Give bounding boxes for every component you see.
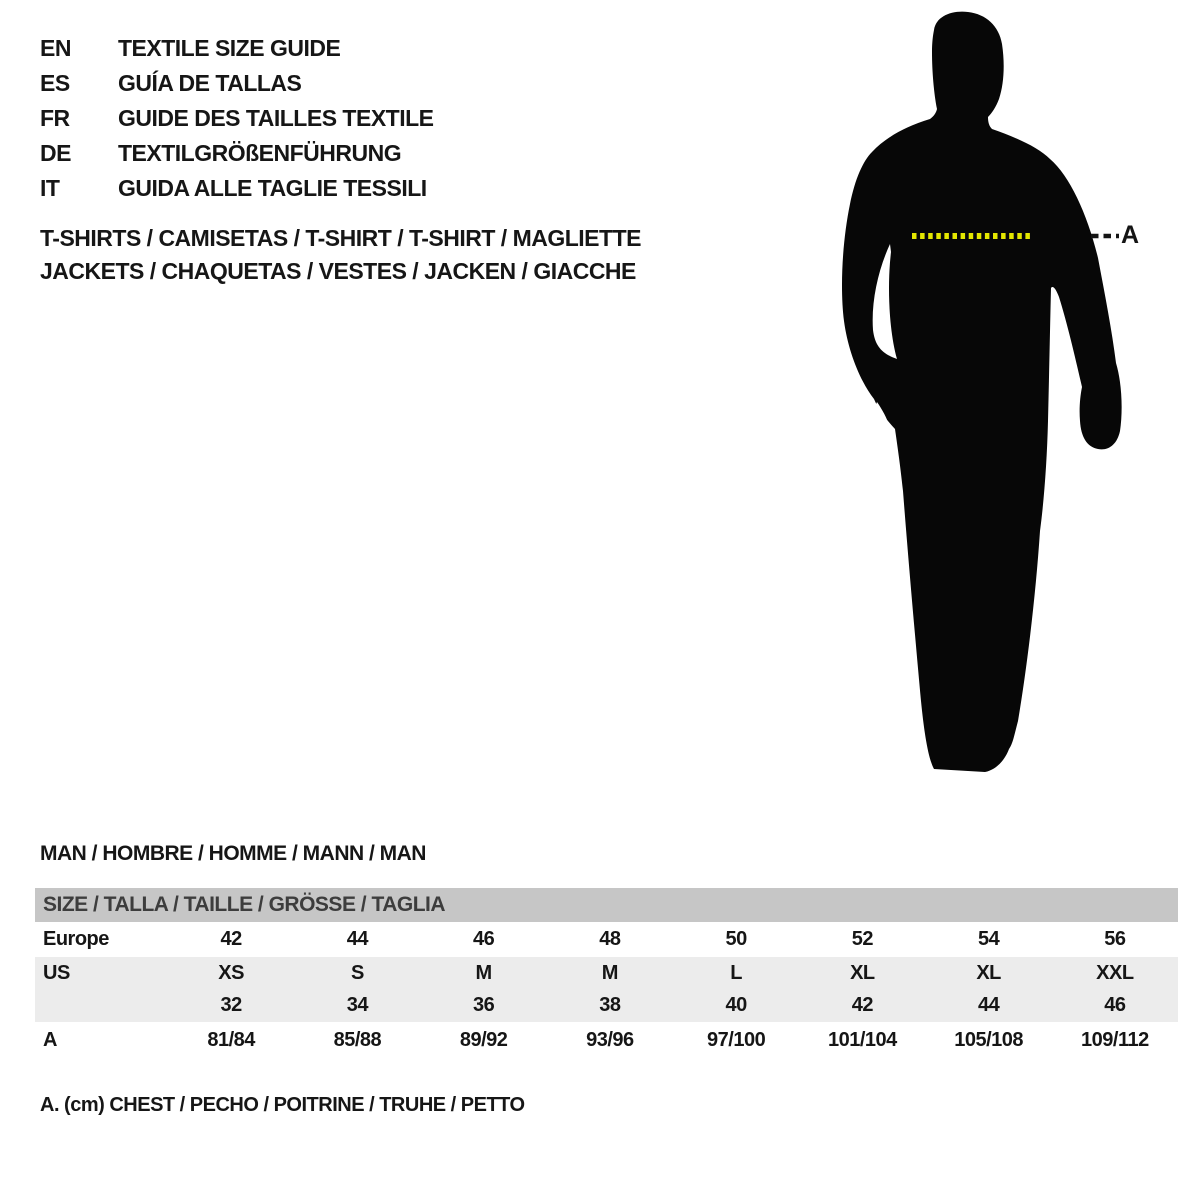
- size-cell: XL: [976, 961, 1001, 984]
- size-cell: XS: [218, 961, 244, 984]
- size-table-header: SIZE / TALLA / TAILLE / GRÖSSE / TAGLIA: [35, 888, 1178, 922]
- row-label: A: [43, 1028, 57, 1051]
- man-figure: [830, 0, 1200, 800]
- size-cell: 52: [851, 928, 873, 950]
- lang-code: FR: [40, 105, 70, 131]
- size-cell: 46: [473, 928, 495, 950]
- size-cell: XXL: [1096, 961, 1134, 984]
- size-cell: 42: [851, 994, 873, 1016]
- size-cell: 93/96: [586, 1028, 634, 1051]
- lang-code: DE: [40, 140, 71, 166]
- silhouette-svg: [830, 0, 1200, 800]
- category-line-jackets: JACKETS / CHAQUETAS / VESTES / JACKEN / GIACCHE: [40, 258, 636, 284]
- lang-label: GUÍA DE TALLAS: [118, 70, 302, 96]
- row-label: Europe: [43, 928, 109, 950]
- row-label: US: [43, 961, 70, 984]
- measure-marker-a-label: A: [1121, 221, 1139, 249]
- size-cell: S: [350, 961, 364, 984]
- section-heading-man: MAN / HOMBRE / HOMME / MANN / MAN: [40, 842, 426, 865]
- size-cell: 54: [978, 928, 1000, 950]
- lang-label: GUIDA ALLE TAGLIE TESSILI: [118, 175, 427, 201]
- size-cell: 48: [599, 928, 621, 950]
- lang-label: TEXTILGRÖßENFÜHRUNG: [118, 140, 402, 166]
- size-cell: L: [730, 961, 742, 984]
- lang-code: EN: [40, 35, 71, 61]
- table-row-europe: [35, 922, 1178, 957]
- lang-row-fr: [40, 101, 434, 136]
- size-cell: 89/92: [459, 1028, 508, 1051]
- size-cell: 81/84: [207, 1028, 255, 1051]
- lang-row-it: [40, 171, 434, 206]
- table-row-us: [35, 957, 1178, 989]
- table-row-us-numeric: [35, 989, 1178, 1022]
- language-title-block: [40, 31, 434, 206]
- lang-code: ES: [40, 70, 70, 96]
- lang-label: GUIDE DES TAILLES TEXTILE: [118, 105, 434, 131]
- size-cell: 38: [599, 994, 621, 1016]
- size-cell: 46: [1104, 994, 1126, 1016]
- size-cell: 109/112: [1081, 1028, 1149, 1051]
- size-cell: M: [601, 961, 618, 984]
- lang-row-es: [40, 66, 434, 101]
- size-cell: 44: [346, 928, 368, 950]
- size-table: [35, 888, 1178, 1058]
- size-cell: 101/104: [827, 1028, 897, 1051]
- lang-code: IT: [40, 175, 60, 201]
- size-cell: 36: [473, 994, 495, 1016]
- size-cell: 44: [978, 994, 1000, 1016]
- category-line-tshirts: T-SHIRTS / CAMISETAS / T-SHIRT / T-SHIRT / MAGLIETTE: [40, 225, 641, 251]
- size-cell: 34: [346, 994, 368, 1016]
- size-cell: 105/108: [954, 1028, 1024, 1051]
- size-cell: M: [475, 961, 492, 984]
- category-block: [40, 222, 641, 288]
- size-cell: 56: [1104, 928, 1126, 950]
- lang-label: TEXTILE SIZE GUIDE: [118, 35, 341, 61]
- measurement-footnote: A. (cm) CHEST / PECHO / POITRINE / TRUHE / PETTO: [40, 1094, 525, 1116]
- lang-row-en: [40, 31, 434, 66]
- size-cell: 85/88: [333, 1028, 382, 1051]
- size-cell: 40: [725, 994, 747, 1016]
- lang-row-de: [40, 136, 434, 171]
- size-cell: 42: [220, 928, 242, 950]
- size-cell: 50: [725, 928, 747, 950]
- person-silhouette: [842, 12, 1122, 772]
- size-cell: XL: [850, 961, 875, 984]
- size-cell: 32: [220, 994, 242, 1016]
- size-cell: 97/100: [707, 1028, 766, 1051]
- table-row-chest-a: [35, 1022, 1178, 1058]
